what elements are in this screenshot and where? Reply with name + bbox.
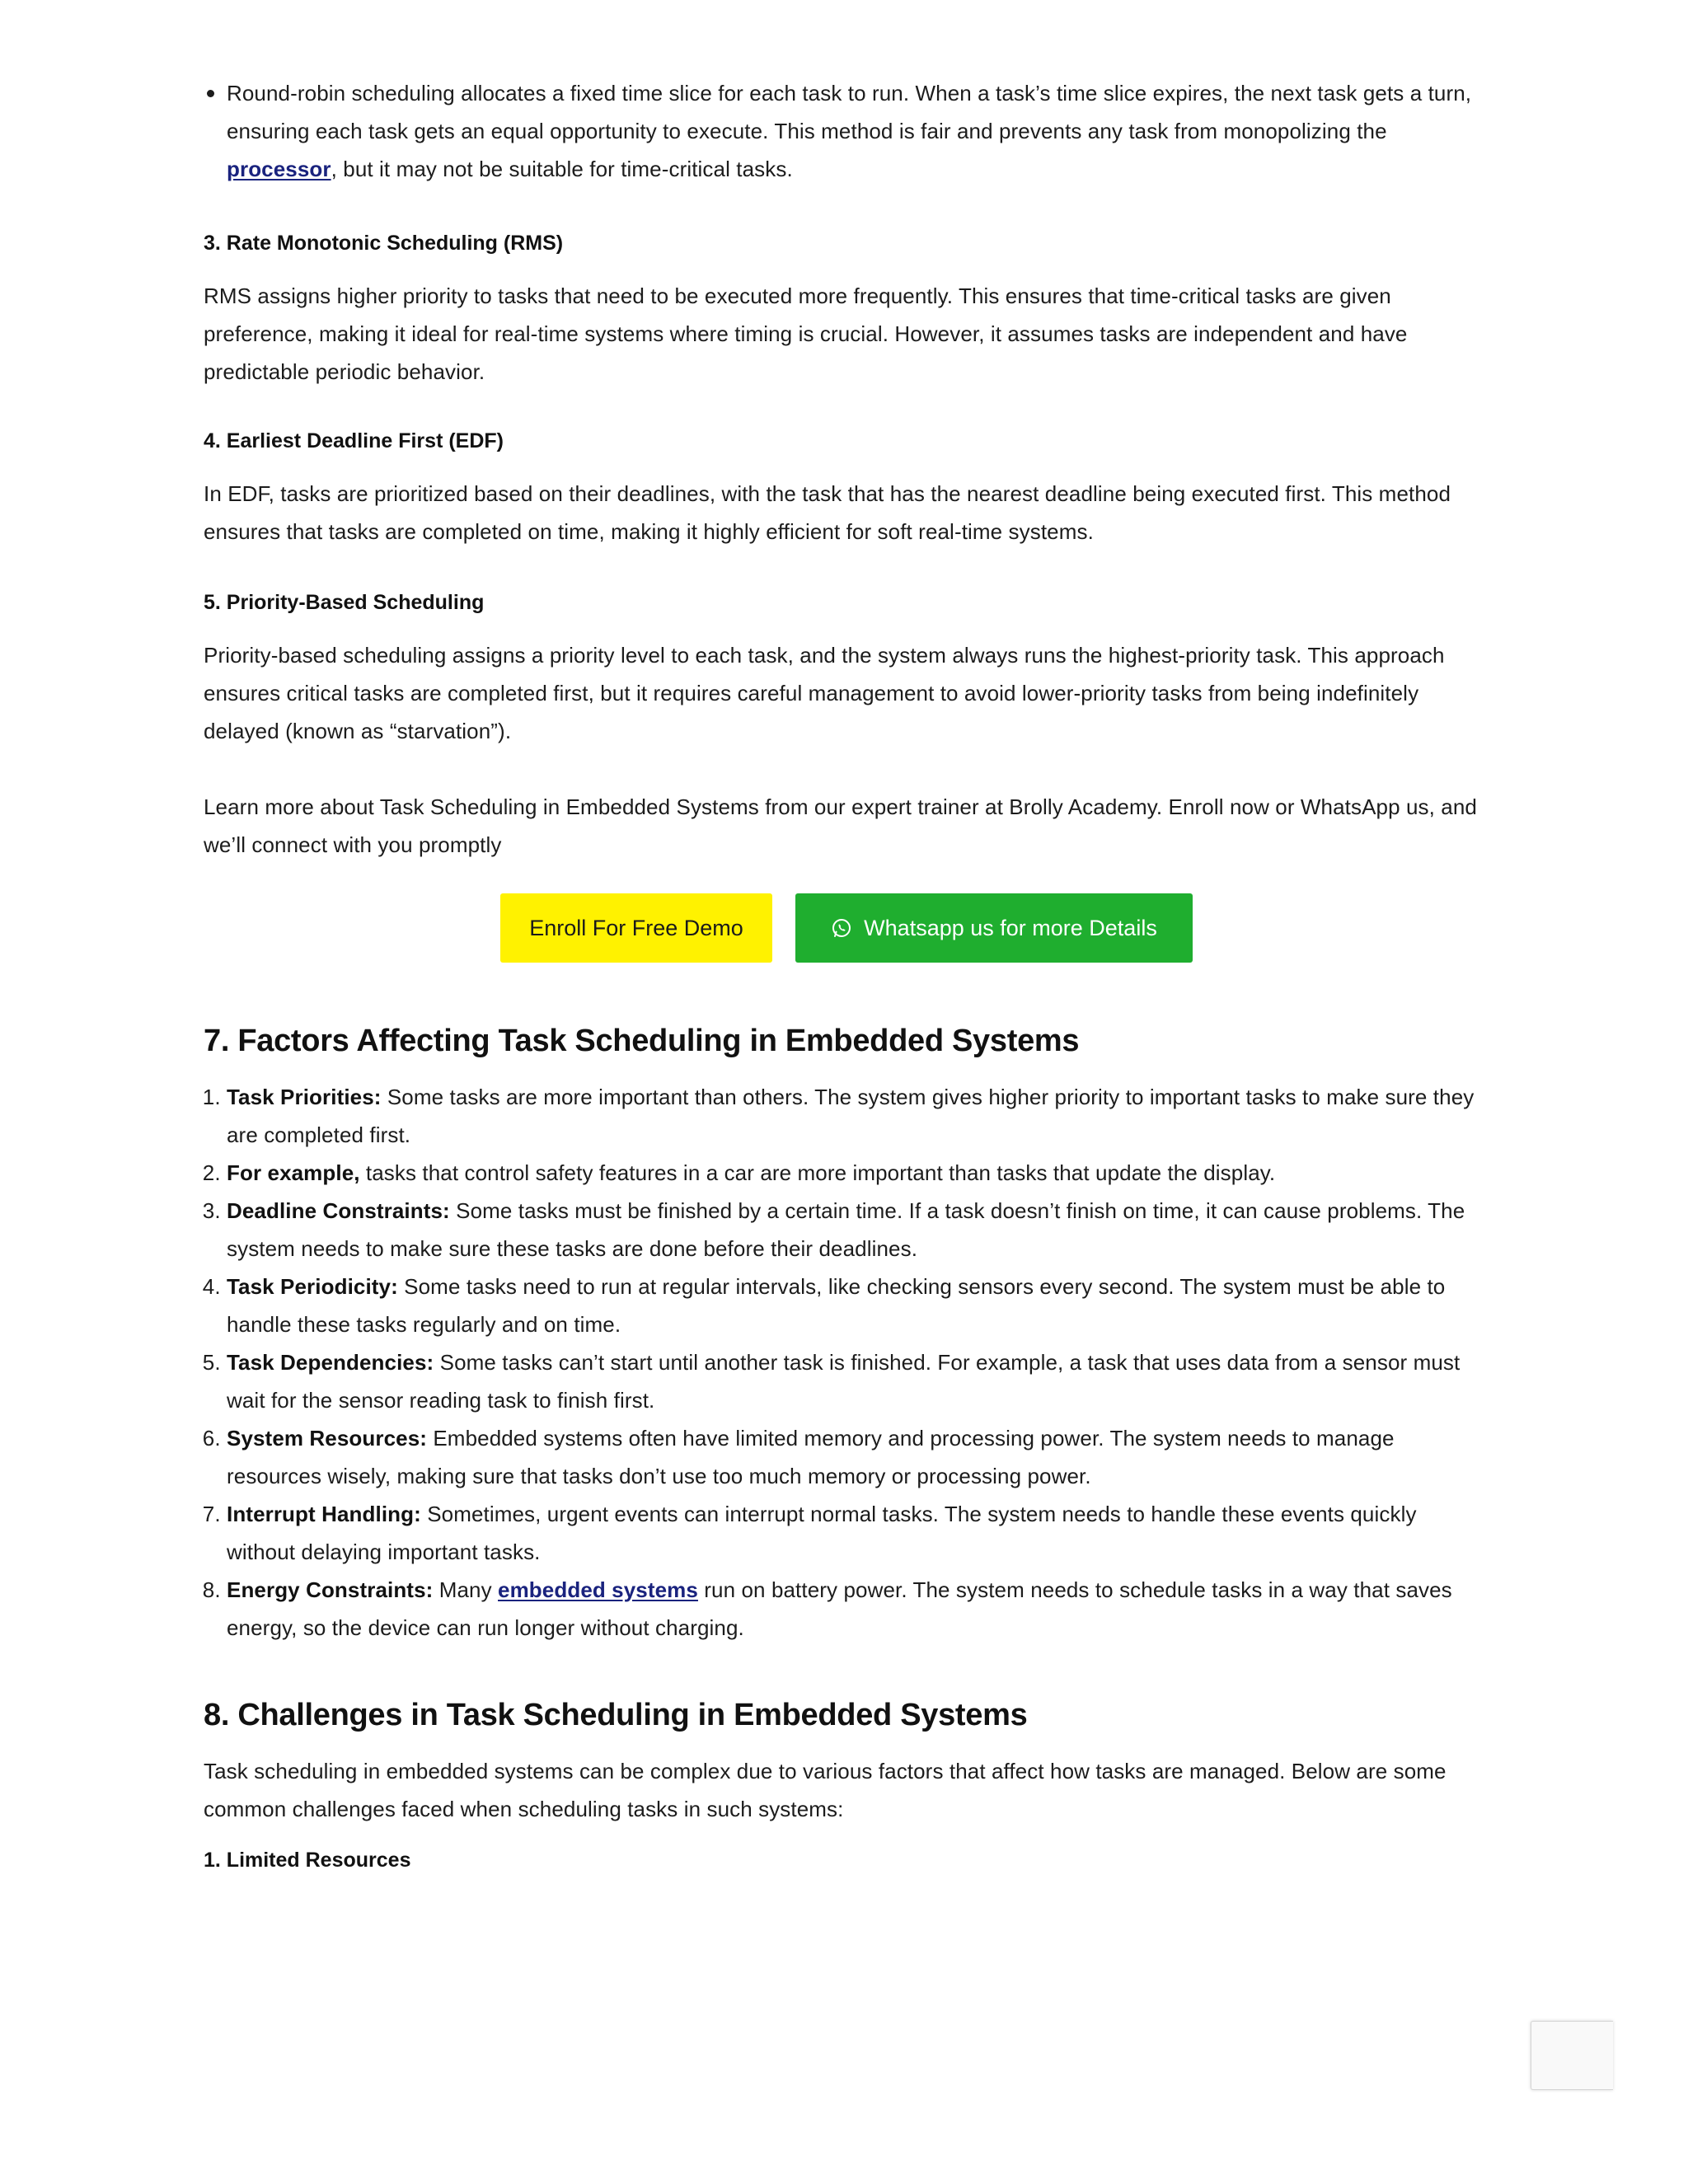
enroll-demo-button[interactable] bbox=[500, 893, 772, 963]
section8-intro: Task scheduling in embedded systems can be complex due to various factors that affect how tasks are managed. Below are some common challenges faced when scheduling tasks in such systems: bbox=[204, 1759, 1447, 1821]
list-item bbox=[227, 1154, 1489, 1192]
bullet-text-end: , but it may not be suitable for time-critical tasks. bbox=[331, 157, 793, 181]
rms-heading: 3. Rate Monotonic Scheduling (RMS) bbox=[204, 232, 564, 255]
processor-link[interactable]: processor bbox=[227, 157, 331, 181]
item-term: Interrupt Handling: bbox=[227, 1502, 421, 1526]
article-content bbox=[204, 74, 1489, 1874]
limited-resources-heading: 1. Limited Resources bbox=[204, 1849, 411, 1872]
item-term: Deadline Constraints: bbox=[227, 1198, 450, 1223]
whatsapp-icon bbox=[831, 917, 852, 939]
item-text: tasks that control safety features in a car are more important than tasks that update the display. bbox=[359, 1160, 1276, 1185]
item-text: Sometimes, urgent events can interrupt normal tasks. The system needs to handle these events quickly without delaying important tasks. bbox=[227, 1502, 1417, 1564]
item-term: For example, bbox=[227, 1160, 360, 1185]
section8-heading: 8. Challenges in Task Scheduling in Embedded Systems bbox=[204, 1698, 1028, 1732]
whatsapp-label: Whatsapp us for more Details bbox=[864, 915, 1157, 940]
cta-paragraph: Learn more about Task Scheduling in Embedded Systems from our expert trainer at Brolly Academy. Enroll now or WhatsApp us, and we’ll connect with you promptly bbox=[204, 794, 1477, 857]
priority-paragraph: Priority-based scheduling assigns a priority level to each task, and the system always runs the highest-priority task. This approach ensures critical tasks are completed first, but it requires careful management to avoid lower-priority tasks from being indefinitely delayed (known as “starvation”). bbox=[204, 643, 1445, 743]
list-item bbox=[227, 1192, 1489, 1268]
rms-paragraph: RMS assigns higher priority to tasks that need to be executed more frequently. This ensures that time-critical tasks are given preference, making it ideal for real-time systems where timing is crucial. However, it assumes tasks are independent and have predictable periodic behavior. bbox=[204, 284, 1408, 384]
item-text-end: run on battery power. The system needs to schedule tasks in a way that saves energy, so the device can run longer without charging. bbox=[227, 1577, 1452, 1640]
item-text: Embedded systems often have limited memory and processing power. The system needs to manage resources wisely, making sure that tasks don’t use too much memory or processing power. bbox=[227, 1426, 1395, 1488]
item-term: System Resources: bbox=[227, 1426, 428, 1451]
list-item bbox=[227, 74, 1489, 188]
cta-buttons bbox=[204, 893, 1489, 963]
list-item bbox=[227, 1571, 1489, 1647]
item-text: Some tasks need to run at regular intervals, like checking sensors every second. The system must be able to handle these tasks regularly and on time. bbox=[227, 1274, 1446, 1337]
enroll-demo-label: Enroll For Free Demo bbox=[529, 915, 743, 940]
list-item bbox=[227, 1343, 1489, 1419]
recaptcha-badge[interactable] bbox=[1531, 2021, 1613, 2090]
list-item bbox=[227, 1419, 1489, 1495]
whatsapp-button[interactable] bbox=[795, 893, 1193, 963]
item-text: Some tasks can’t start until another task is finished. For example, a task that uses data from a sensor must wait for the sensor reading task to finish first. bbox=[227, 1350, 1461, 1413]
list-item bbox=[227, 1078, 1489, 1154]
round-robin-list bbox=[204, 74, 1489, 188]
bullet-text: Round-robin scheduling allocates a fixed time slice for each task to run. When a task’s time slice expires, the next task gets a turn, ensuring each task gets an equal opportunity to execute. This method is fair and prevents any task from monopolizing the bbox=[227, 81, 1472, 143]
item-term: Task Dependencies: bbox=[227, 1350, 434, 1375]
factors-list bbox=[204, 1078, 1489, 1647]
embedded-systems-link[interactable]: embedded systems bbox=[498, 1577, 698, 1602]
item-term: Task Priorities: bbox=[227, 1085, 382, 1109]
section7-heading: 7. Factors Affecting Task Scheduling in Embedded Systems bbox=[204, 1024, 1080, 1058]
item-term: Task Periodicity: bbox=[227, 1274, 398, 1299]
item-text: Some tasks are more important than others. The system gives higher priority to important tasks to make sure they are completed first. bbox=[227, 1085, 1475, 1147]
item-text: Many bbox=[433, 1577, 499, 1602]
item-term: Energy Constraints: bbox=[227, 1577, 434, 1602]
edf-paragraph: In EDF, tasks are prioritized based on their deadlines, with the task that has the nearest deadline being executed first. This method ensures that tasks are completed on time, making it highly efficient for soft real-time systems. bbox=[204, 481, 1451, 544]
edf-heading: 4. Earliest Deadline First (EDF) bbox=[204, 429, 504, 452]
list-item bbox=[227, 1268, 1489, 1343]
priority-heading: 5. Priority-Based Scheduling bbox=[204, 591, 485, 614]
item-text: Some tasks must be finished by a certain time. If a task doesn’t finish on time, it can cause problems. The system needs to make sure these tasks are done before their deadlines. bbox=[227, 1198, 1465, 1261]
list-item bbox=[227, 1495, 1489, 1571]
